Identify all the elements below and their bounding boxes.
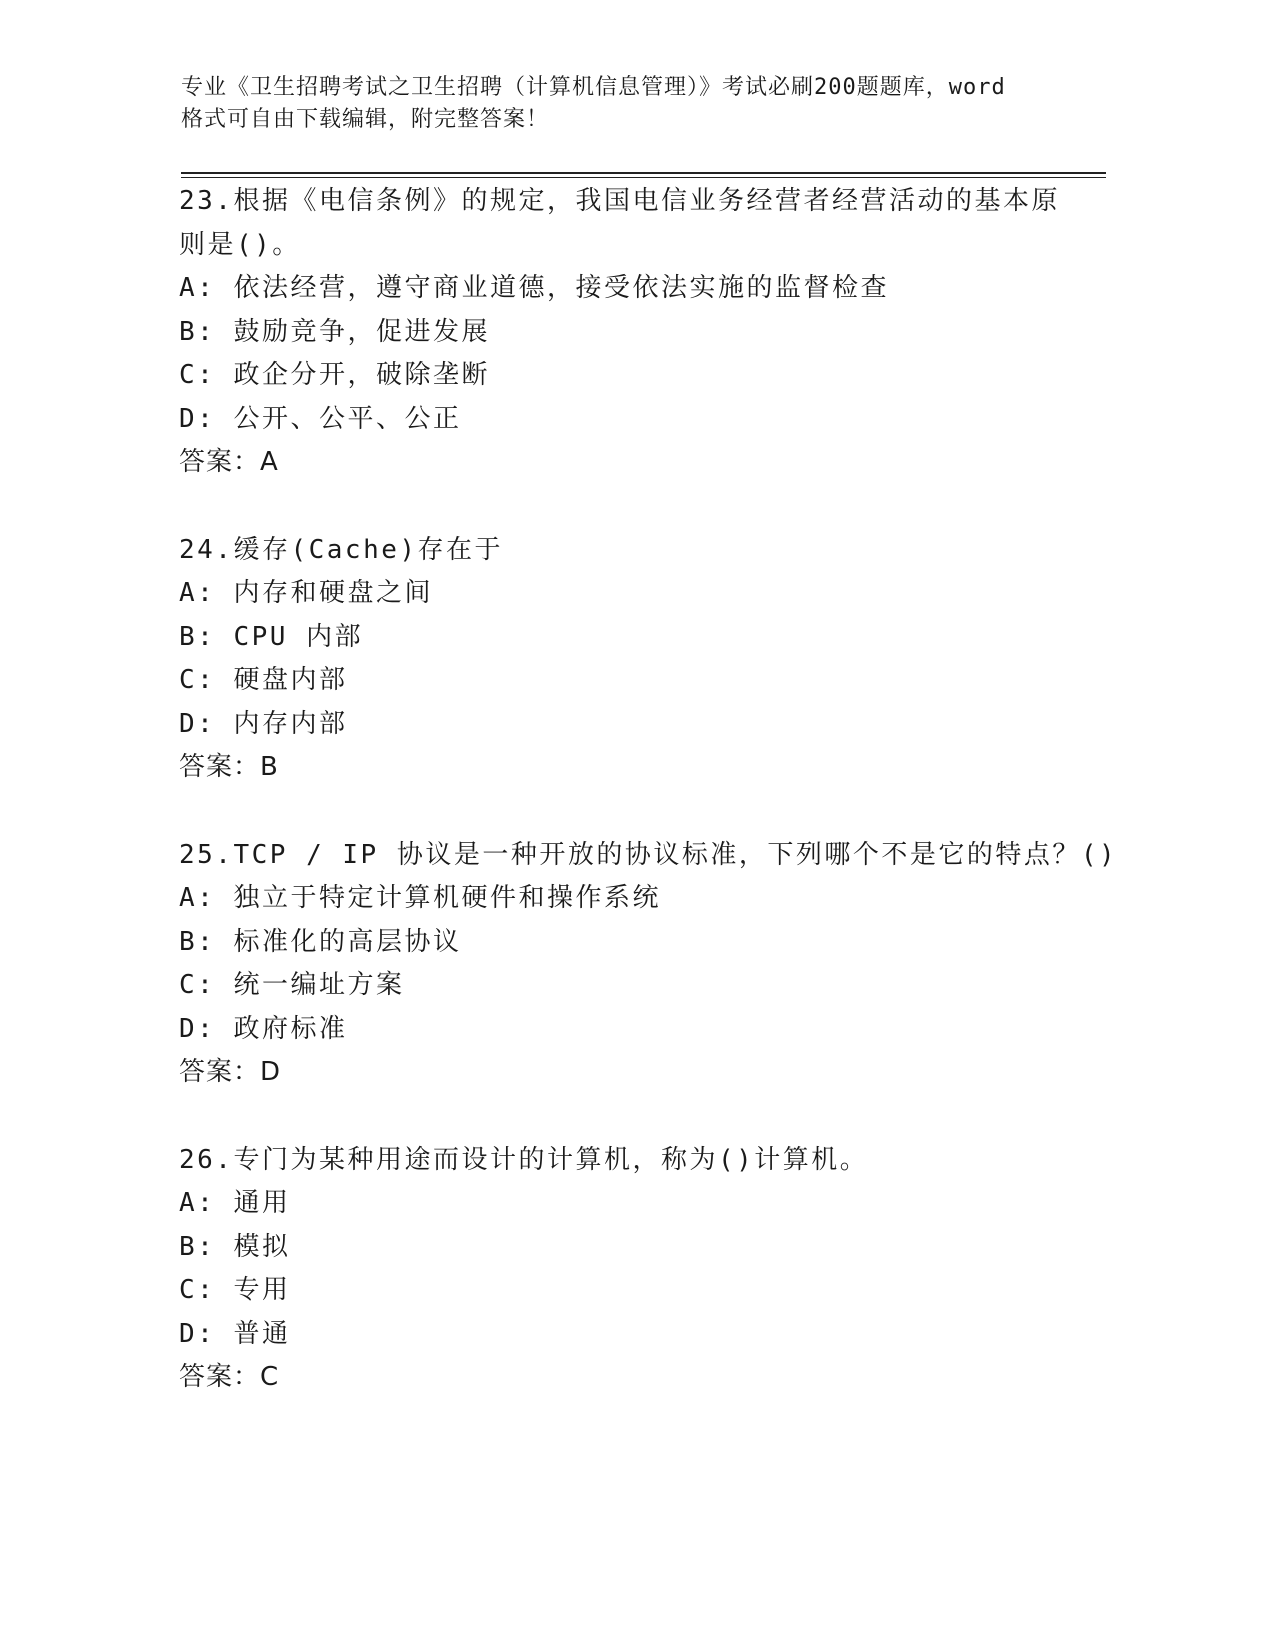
question-stem: 26.专门为某种用途而设计的计算机，称为()计算机。: [179, 1144, 869, 1175]
option-a: A: 独立于特定计算机硬件和操作系统: [179, 883, 661, 913]
question-25: [179, 834, 1118, 1095]
option-b: B: 鼓励竞争，促进发展: [179, 316, 490, 347]
option-d: D: 内存内部: [179, 708, 348, 739]
document-header: [181, 72, 1081, 136]
question-spacer: [179, 1095, 1109, 1139]
header-divider-thin: [181, 177, 1106, 178]
question-26: [179, 1139, 1109, 1400]
question-stem: 25.TCP / IP 协议是一种开放的协议标准，下列哪个不是它的特点？(): [179, 839, 1118, 870]
question-23: [179, 180, 1109, 485]
answer: 答案：A: [179, 447, 279, 477]
question-stem: 则是()。: [179, 229, 301, 260]
answer: 答案：B: [179, 752, 279, 782]
option-a: A: 内存和硬盘之间: [179, 578, 433, 608]
question-24: [179, 529, 1109, 790]
question-list: [179, 180, 1118, 1400]
option-d: D: 政府标准: [179, 1013, 348, 1044]
header-line-2: 格式可自由下载编辑，附完整答案！: [181, 107, 550, 132]
option-c: C: 硬盘内部: [179, 665, 348, 695]
answer: 答案：C: [179, 1362, 280, 1392]
option-d: D: 普通: [179, 1318, 291, 1349]
option-c: C: 专用: [179, 1275, 291, 1305]
option-a: A: 依法经营，遵守商业道德，接受依法实施的监督检查: [179, 273, 889, 303]
question-stem: 23.根据《电信条例》的规定，我国电信业务经营者经营活动的基本原: [179, 186, 1060, 216]
question-stem: 24.缓存(Cache)存在于: [179, 534, 504, 565]
option-c: C: 统一编址方案: [179, 970, 405, 1000]
option-b: B: 标准化的高层协议: [179, 926, 462, 957]
question-spacer: [179, 485, 1109, 529]
option-b: B: CPU 内部: [179, 621, 364, 652]
question-spacer: [179, 790, 1109, 834]
header-divider-thick: [181, 172, 1106, 174]
option-b: B: 模拟: [179, 1231, 291, 1262]
answer: 答案：D: [179, 1057, 282, 1087]
option-d: D: 公开、公平、公正: [179, 403, 462, 434]
option-c: C: 政企分开，破除垄断: [179, 360, 490, 390]
option-a: A: 通用: [179, 1188, 291, 1218]
header-line-1: 专业《卫生招聘考试之卫生招聘（计算机信息管理）》考试必刷200题题库，word: [181, 75, 1006, 100]
